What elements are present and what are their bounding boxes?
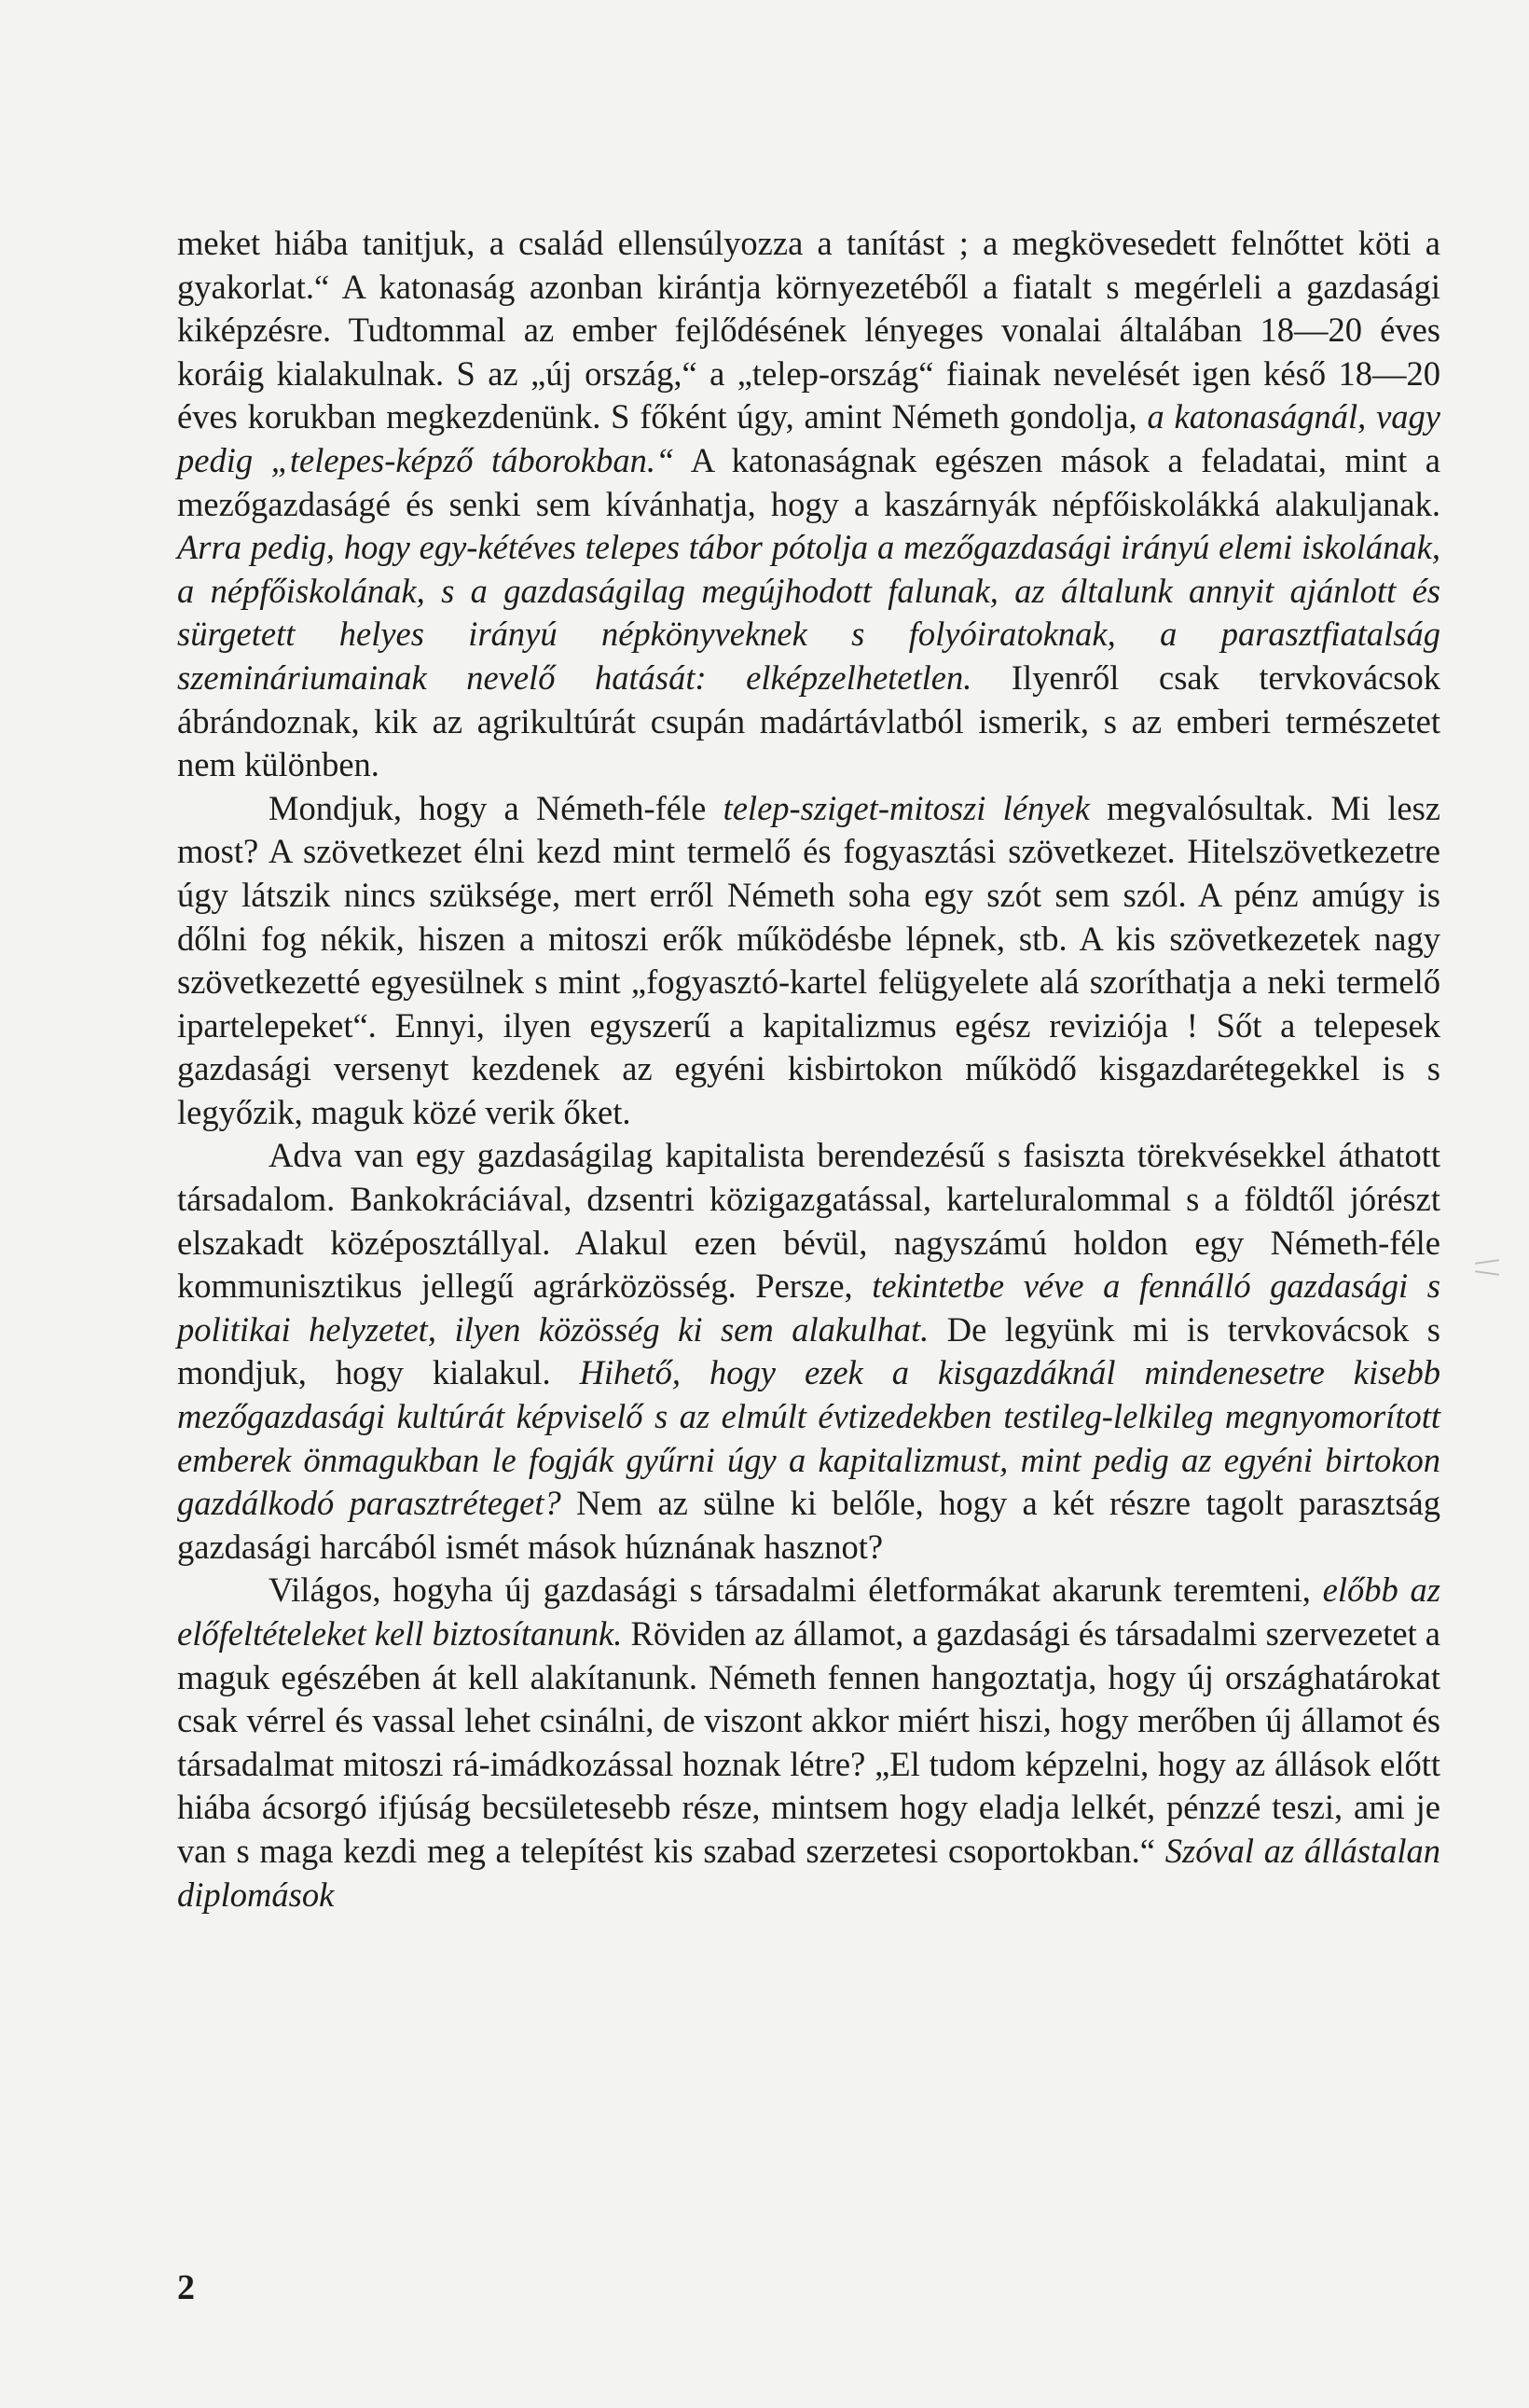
margin-pencil-mark <box>1475 1270 1499 1276</box>
text-segment: Mondjuk, hogy a Németh-féle <box>269 788 723 827</box>
margin-pencil-mark <box>1475 1259 1499 1265</box>
text-segment: De legyünk mi is tervkovácsok s mondjuk, hogy kialakul. <box>177 1309 1440 1392</box>
italic-segment: Szóval az állástalan diplomások <box>177 1831 1440 1914</box>
paragraph-1 <box>177 222 1440 787</box>
italic-segment: előbb az előfeltételeket kell biztosítanunk. <box>177 1571 1440 1653</box>
italic-segment: telep-sziget-mitoszi lények <box>723 788 1090 827</box>
paragraph-2 <box>177 787 1440 1135</box>
text-segment: Nem az sülne ki belőle, hogy a két részre tagolt parasztság gazdasági harcából ismét mások húznának hasznot? <box>177 1484 1440 1566</box>
italic-segment: Arra pedig, hogy egy-kétéves telepes tábor pótolja a mezőgazdasági irányú elemi iskolának, a népfőiskolának, s a gazdaságilag megújhodott falunak, az általunk annyit ajánlott és sürgetett helyes irányú népkönyveknek s folyóiratoknak, a parasztfiatalság szemináriumainak nevelő hatását: elképzelhetetlen. <box>177 528 1440 697</box>
italic-segment: Hihető, hogy ezek a kisgazdáknál mindenesetre kisebb mezőgazdasági kultúrát képviselő s az elmúlt évtizedekben testileg-lelkileg megnyomorított emberek önmagukban le fogják gyűrni úgy a kapitalizmust, mint pedig az egyéni birtokon gazdálkodó parasztréteget? <box>177 1353 1441 1523</box>
text-segment: Röviden az államot, a gazdasági és társadalmi szervezetet a maguk egészében át kell alakítanunk. Németh fennen hangoztatja, hogy új országhatárokat csak vérrel és vassal lehet csinálni, de viszont akkor miért hiszi, hogy merőben új államot és társadalmat mitoszi rá-imádkozással hoznak létre? „El tudom képzelni, hogy az állások előtt hiába ácsorgó ifjúság becsületesebb része, mintsem hogy eladja lelkét, pénzzé teszi, ami je van s maga kezdi meg a telepítést kis szabad szerzetesi csoportokban.“ <box>177 1614 1440 1870</box>
text-segment: megvalósultak. Mi lesz most? A szövetkezet élni kezd mint termelő és fogyasztási szövetkezet. Hitelszövetkezetre úgy látszik nincs szüksége, mert erről Németh soha egy szót sem szól. A pénz amúgy is dőlni fog nékik, hiszen a mitoszi erők működésbe lépnek, stb. A kis szövetkezetek nagy szövetkezetté egyesülnek s mint „fogyasztó-kartel felügyelete alá szoríthatja a neki termelő ipartelepeket“. Ennyi, ilyen egyszerű a kapitalizmus egész reviziója ! Sőt a telepesek gazdasági versenyt kezdenek az egyéni kisbirtokon működő kisgazdarétegekkel is s legyőzik, maguk közé verik őket. <box>177 788 1440 1131</box>
text-segment: meket hiába tanitjuk, a család ellensúlyozza a tanítást ; a megkövesedett felnőttet köti a gyakorlat.“ A katonaság azonban kirántja környezetéből a fiatalt s megérleli a gazdasági kiképzésre. Tudtommal az ember fejlődésének lényeges vonalai általában 18—20 éves koráig kialakulnak. S az „új ország,“ a „telep-ország“ fiainak nevelését igen késő 18—20 éves korukban megkezdenünk. S főként úgy, amint Németh gondolja, <box>177 224 1440 436</box>
text-segment: Világos, hogyha új gazdasági s társadalmi életformákat akarunk teremteni, <box>269 1571 1323 1610</box>
italic-segment: a katonaságnál, vagy pedig „telepes-képző táborokban.“ <box>177 397 1440 479</box>
page-number: 2 <box>177 2268 195 2307</box>
paragraph-3 <box>177 1134 1440 1569</box>
body-text <box>177 222 1440 1917</box>
text-segment: A katonaságnak egészen mások a feladatai, mint a mezőgazdaságé és senki sem kívánhatja, hogy a kaszárnyák népfőiskolákká alakuljanak. <box>177 440 1440 523</box>
text-segment: Adva van egy gazdaságilag kapitalista berendezésű s fasiszta törekvésekkel áthatott társadalom. Bankokráciával, dzsentri közigazgatással, karteluralommal s a földtől jórészt elszakadt középosztállyal. Alakul ezen bévül, nagyszámú holdon egy Németh-féle kommunisztikus jellegű agrárközösség. Persze, <box>177 1136 1440 1306</box>
paragraph-4 <box>177 1569 1440 1917</box>
italic-segment: tekintetbe véve a fennálló gazdasági s politikai helyzetet, ilyen közösség ki sem alakulhat. <box>177 1266 1440 1349</box>
text-segment: Ilyenről csak tervkovácsok ábrándoznak, kik az agrikultúrát csupán madártávlatból ismerik, s az emberi természetet nem különben. <box>177 657 1440 784</box>
